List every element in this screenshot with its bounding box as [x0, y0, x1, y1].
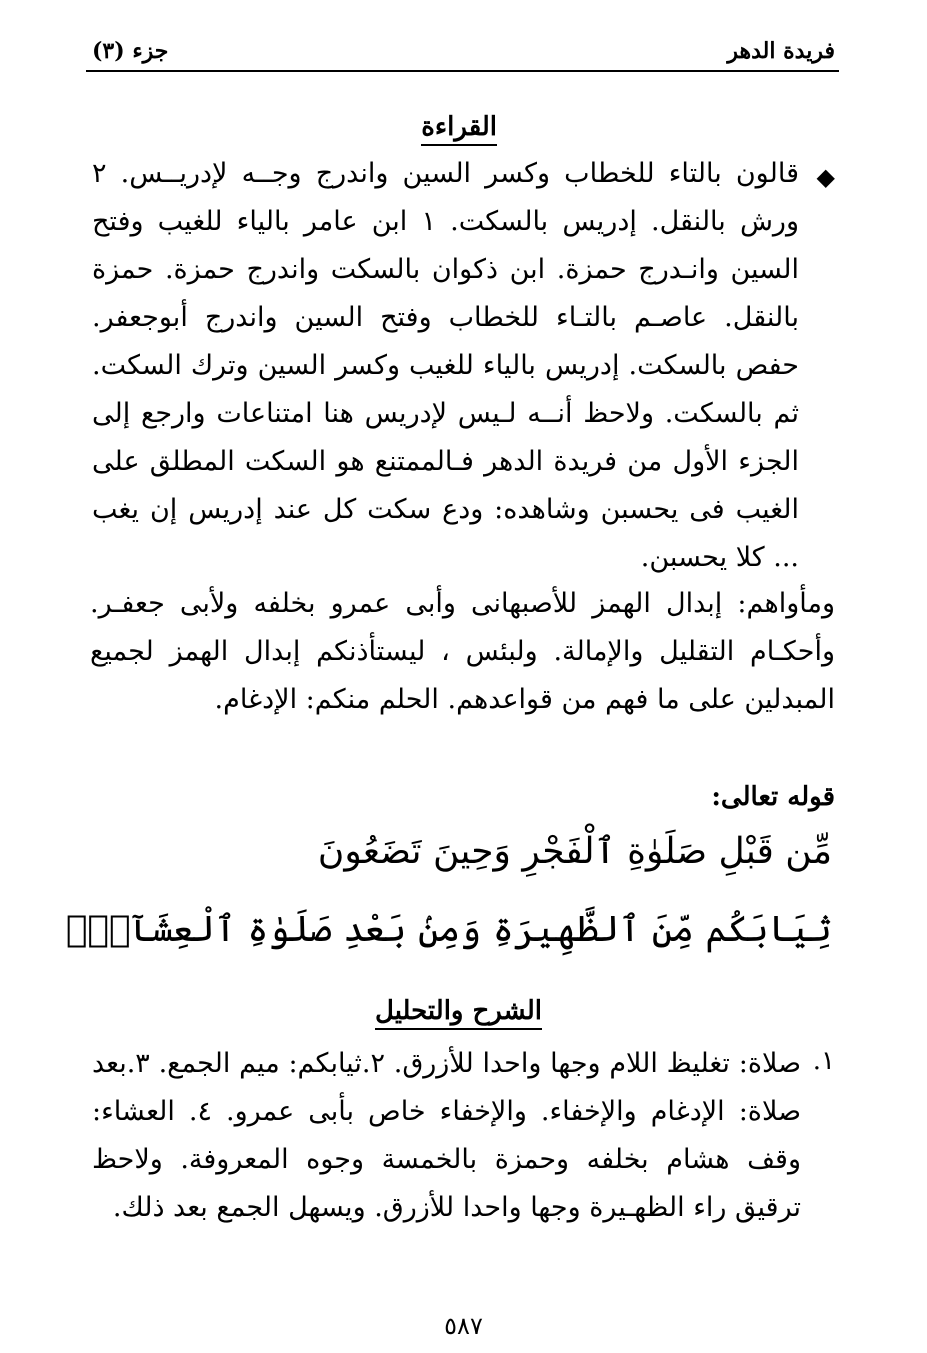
running-header-title: فريدة الدهر	[727, 38, 835, 64]
qiraah-heading: القراءة	[421, 112, 497, 146]
sharh-paragraph: صلاة: تغليظ اللام وجها واحدا للأزرق. ٢.ثيابكم: ميم الجمع. ٣.بعد صلاة: الإدغام والإخفاء. والإخفاء خاص بأبى عمرو. ٤. العشاء: وقف هشام بخلفه وحمزة بالخمسة وجوه المعروفة. ولاحظ ترقيق راء الظهـيرة وجها واحدا للأزرق. ويسهل الجمع بعد ذلك.	[92, 1048, 801, 1223]
sharh-item-number: ١.	[812, 1046, 835, 1076]
verse-line-2: ثِيَابَكُم مِّنَ ٱلظَّهِيرَةِ وَمِنۢ بَعْدِ صَلَوٰةِ ٱلْعِشَآءِۚ	[65, 909, 832, 950]
header-rule	[86, 70, 839, 72]
verse-line-1: مِّن قَبْلِ صَلَوٰةِ ٱلْفَجْرِ وَحِينَ تَضَعُونَ	[317, 831, 832, 872]
page-number: ٥٨٧	[444, 1312, 483, 1340]
ma-awahum-paragraph: ومأواهم: إبدال الهمز للأصبهانى وأبى عمرو بخلفه ولأبى جعفـر. وأحكـام التقليل والإمالة. ولبئس ، ليستأذنكم إبدال الهمز لجميع المبدلين على ما فهم من قواعدهم. الحلم منكم: الإدغام.	[90, 588, 835, 715]
running-header-part: جزء (٣)	[92, 38, 169, 64]
verse-intro: قوله تعالى:	[711, 782, 835, 812]
qiraah-paragraph: قالون بالتاء للخطاب وكسر السين واندرج وجــه لإدريــس. ٢ ورش بالنقل. إدريس بالسكت. ١ ابن عامر بالياء للغيب وفتح السين وانـدرج حمزة. ابن ذكوان بالسكت واندرج حمزة. حمزة بالنقل. عاصـم بالتـاء للخطاب وفتح السين واندرج أبوجعفر. حفص بالسكت. إدريس بالياء للغيب وكسر السين وترك السكت. ثم بالسكت. ولاحظ أنــه لـيس لإدريس هنا امتناعات وارجع إلى الجزء الأول من فريدة الدهر فـالممتنع هو السكت المطلق على الغيب فى يحسبن وشاهده: ودع سكت كل عند إدريس إن يغب ... كلا يحسبن.	[92, 158, 799, 573]
sharh-heading: الشرح والتحليل	[375, 996, 542, 1030]
diamond-bullet-icon: ◆	[816, 163, 835, 191]
